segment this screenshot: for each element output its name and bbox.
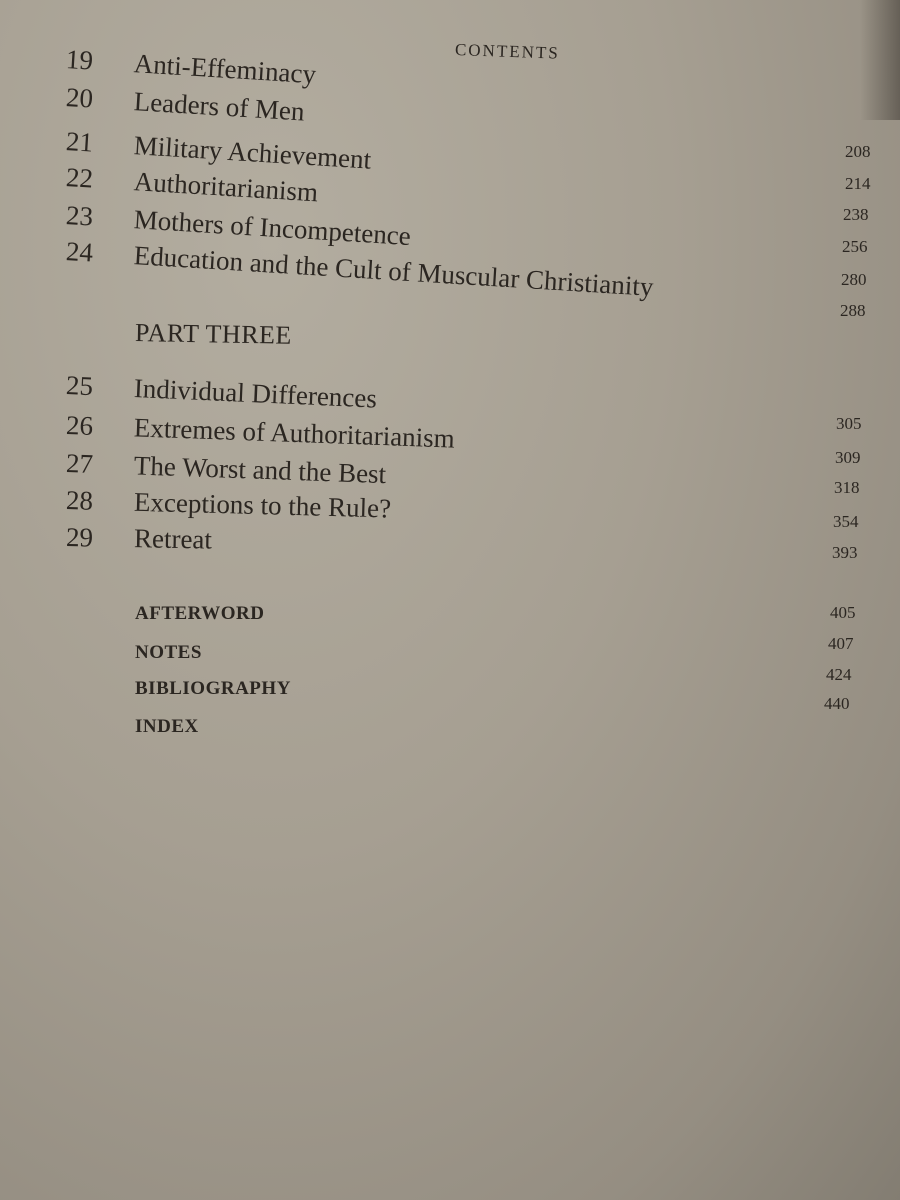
chapter-title: Education and the Cult of Muscular Christianity — [132, 240, 655, 302]
chapter-title: Exceptions to the Rule? — [133, 486, 392, 524]
chapter-number: 21 — [65, 126, 94, 158]
chapter-number: 24 — [65, 236, 94, 268]
chapter-title: Military Achievement — [132, 130, 373, 175]
chapter-number: 28 — [65, 485, 94, 516]
page-number: 354 — [833, 512, 859, 531]
page-number: 214 — [845, 174, 871, 193]
chapter-title: Individual Differences — [133, 372, 378, 414]
page-number: 407 — [828, 634, 854, 653]
chapter-title: Leaders of Men — [132, 86, 306, 127]
running-header: CONTENTS — [454, 40, 561, 63]
chapter-number: 29 — [65, 522, 94, 553]
page-number: 208 — [845, 142, 871, 161]
toc-entry — [65, 82, 305, 128]
page-number: 440 — [824, 694, 850, 713]
chapter-number: 19 — [65, 44, 94, 76]
part-heading: PART THREE — [134, 318, 293, 350]
chapter-title: Retreat — [133, 523, 213, 555]
chapter-number: 22 — [65, 162, 94, 194]
chapter-number: 27 — [65, 448, 94, 479]
page-number: 309 — [835, 448, 861, 467]
toc-entry — [66, 522, 212, 556]
toc-entry — [66, 485, 392, 525]
chapter-number: 25 — [65, 370, 94, 402]
back-matter-entry: AFTERWORD — [135, 603, 265, 624]
back-matter-entry: BIBLIOGRAPHY — [135, 678, 291, 699]
toc-entry — [65, 370, 377, 415]
page-edge-shadow — [860, 0, 900, 120]
page-number: 305 — [836, 414, 862, 433]
chapter-title: Authoritarianism — [132, 166, 319, 208]
page-number: 424 — [826, 665, 852, 684]
page-number: 393 — [832, 543, 858, 562]
toc-entry — [65, 410, 455, 455]
chapter-number: 20 — [65, 82, 94, 114]
chapter-title: Anti-Effeminacy — [132, 48, 317, 90]
chapter-title: Mothers of Incompetence — [132, 204, 412, 252]
chapter-title: The Worst and the Best — [133, 450, 387, 490]
chapter-number: 23 — [65, 200, 94, 232]
page-number: 318 — [834, 478, 860, 497]
chapter-number: 26 — [65, 410, 94, 441]
page-number: 405 — [830, 603, 856, 622]
page-number: 256 — [842, 237, 868, 256]
back-matter-entry: NOTES — [135, 642, 202, 663]
page-number: 238 — [843, 205, 869, 224]
page-number: 280 — [841, 270, 867, 289]
page-number: 288 — [840, 301, 866, 320]
back-matter-entry: INDEX — [135, 716, 199, 737]
toc-entry — [65, 448, 386, 490]
chapter-title: Extremes of Authoritarianism — [133, 412, 456, 454]
